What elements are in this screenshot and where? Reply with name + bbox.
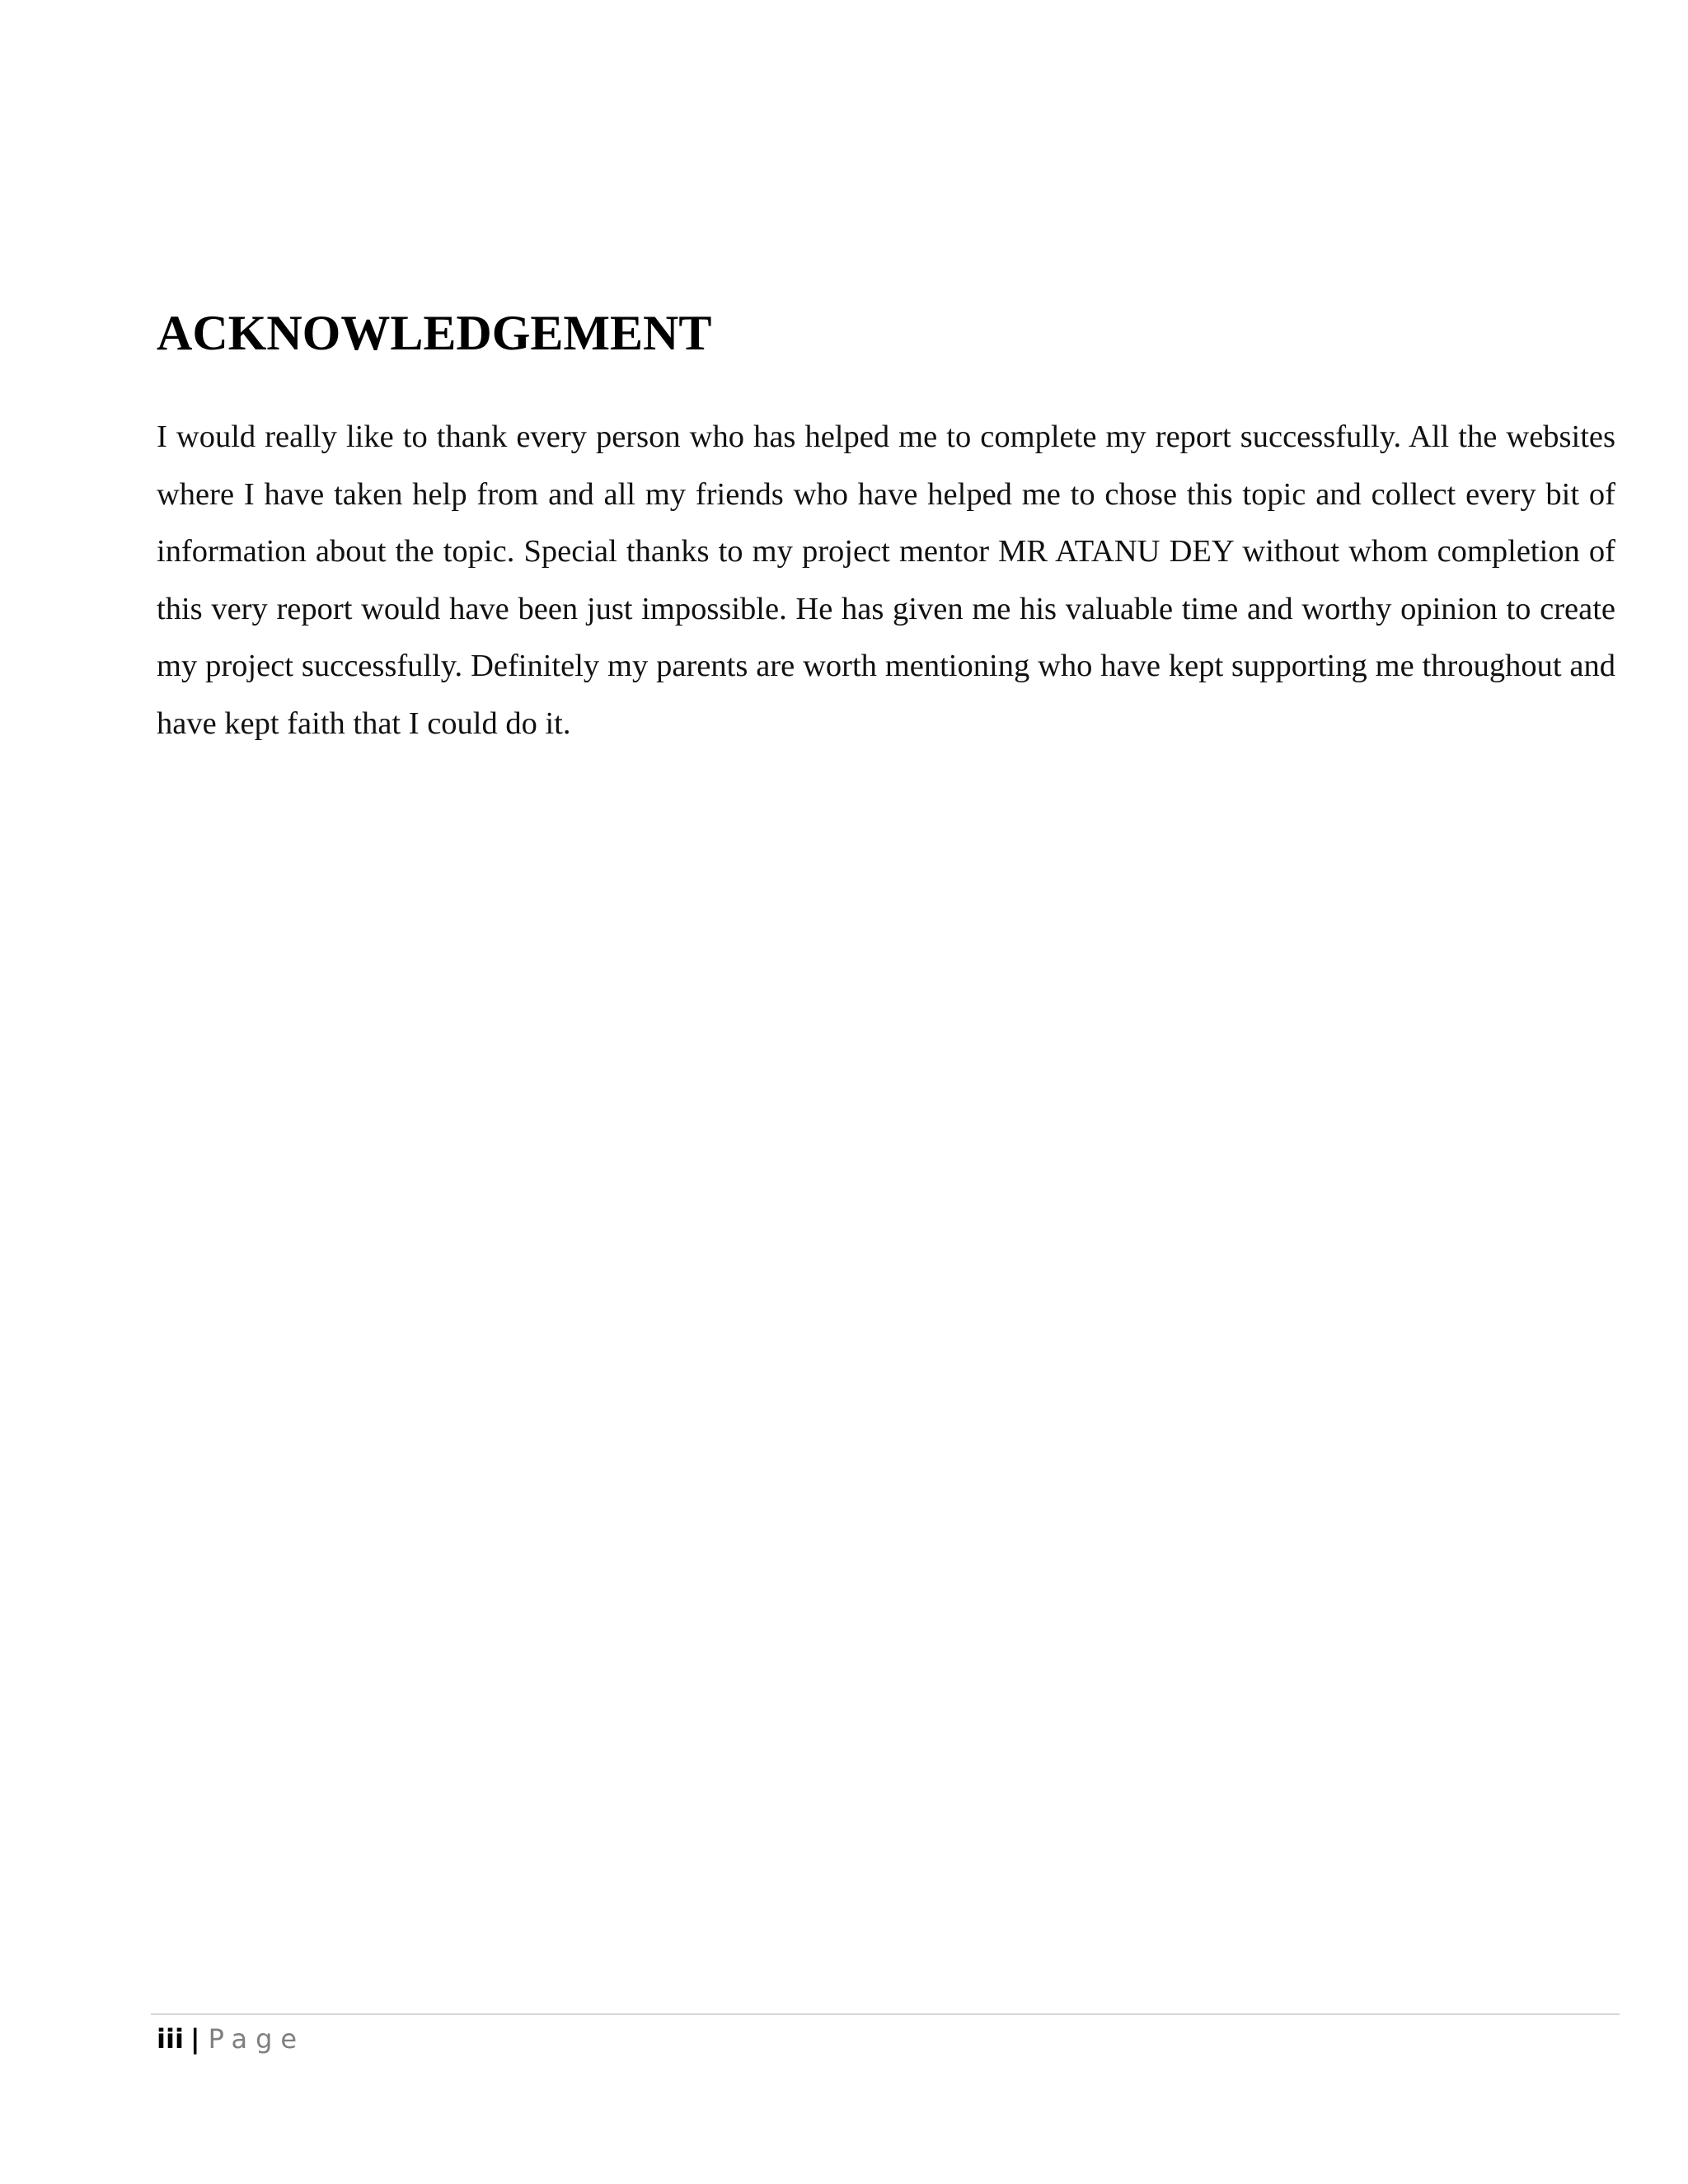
page-label: Page xyxy=(208,2023,306,2055)
footer-separator: | xyxy=(190,2023,200,2055)
page-footer xyxy=(157,2021,305,2057)
page-number: iii xyxy=(157,2023,184,2055)
acknowledgement-paragraph: I would really like to thank every person who has helped me to complete my report successfully. All the websites where I have taken help from and all my friends who have helped me to chose this topic and collect every bit of information about the topic. Special thanks to my project mentor MR ATANU DEY without whom completion of this very report would have been just impossible. He has given me his valuable time and worthy opinion to create my project successfully. Definitely my parents are worth mentioning who have kept supporting me throughout and have kept faith that I could do it. xyxy=(157,419,1615,741)
footer-divider xyxy=(151,2013,1620,2015)
page-heading: ACKNOWLEDGEMENT xyxy=(157,306,712,360)
